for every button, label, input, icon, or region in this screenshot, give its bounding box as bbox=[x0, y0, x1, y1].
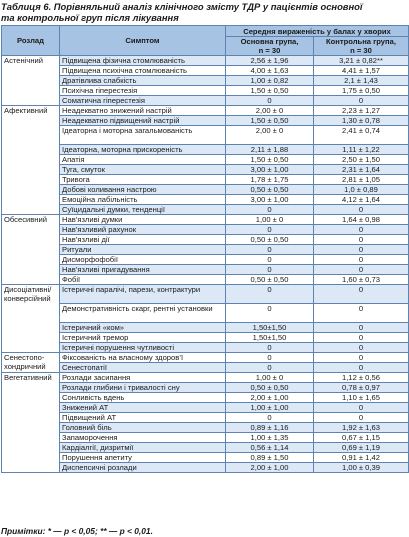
symptom-cell: Розлади глибини і тривалості сну bbox=[60, 383, 226, 393]
control-group-value: 1,30 ± 0,78 bbox=[314, 116, 409, 126]
symptom-cell: Нав’язливі пригадування bbox=[60, 265, 226, 275]
symptom-cell: Апатія bbox=[60, 155, 226, 165]
control-group-value: 1,64 ± 0,98 bbox=[314, 215, 409, 225]
main-group-value: 2,00 ± 1,00 bbox=[226, 393, 314, 403]
table-row bbox=[2, 56, 409, 66]
symptom-cell: Підвищений АТ bbox=[60, 413, 226, 423]
table-row bbox=[2, 353, 409, 363]
symptom-cell: Тривога bbox=[60, 175, 226, 185]
main-group-value: 2,00 ± 0 bbox=[226, 106, 314, 116]
main-group-value: 1,50 ± 0,50 bbox=[226, 86, 314, 96]
symptom-cell: Запаморочення bbox=[60, 433, 226, 443]
control-group-value: 1,00 ± 0,39 bbox=[314, 463, 409, 473]
table-row bbox=[2, 215, 409, 225]
control-group-value: 0 bbox=[314, 255, 409, 265]
category-cell: Обсесивний bbox=[2, 215, 60, 285]
symptom-cell: Демонстративність скарг, рентні установки bbox=[60, 304, 226, 323]
main-group-value: 1,00 ± 0,82 bbox=[226, 76, 314, 86]
control-group-value: 1,75 ± 0,50 bbox=[314, 86, 409, 96]
control-group-value: 0 bbox=[314, 323, 409, 333]
table-row bbox=[2, 116, 409, 126]
control-group-value: 2,50 ± 1,50 bbox=[314, 155, 409, 165]
control-group-value: 0 bbox=[314, 96, 409, 106]
main-group-value: 2,00 ± 1,00 bbox=[226, 463, 314, 473]
table-row bbox=[2, 165, 409, 175]
symptom-cell: Дратівлива слабкість bbox=[60, 76, 226, 86]
category-cell: Афективний bbox=[2, 106, 60, 215]
control-group-value: 3,21 ± 0,82** bbox=[314, 56, 409, 66]
table-row bbox=[2, 185, 409, 195]
symptom-cell: Знижений АТ bbox=[60, 403, 226, 413]
table-container bbox=[1, 25, 408, 473]
symptom-cell: Ідеаторна, моторна прискореність bbox=[60, 145, 226, 155]
main-group-value: 0 bbox=[226, 225, 314, 235]
table-row bbox=[2, 323, 409, 333]
control-group-value: 0 bbox=[314, 413, 409, 423]
symptom-cell: Істеричні порушення чутливості bbox=[60, 343, 226, 353]
table-row bbox=[2, 304, 409, 323]
main-group-value: 1,50±1,50 bbox=[226, 323, 314, 333]
control-group-value: 0,69 ± 1,19 bbox=[314, 443, 409, 453]
symptom-cell: Неадекватно підвищений настрій bbox=[60, 116, 226, 126]
main-group-value: 0 bbox=[226, 96, 314, 106]
symptom-cell: Ритуали bbox=[60, 245, 226, 255]
table-row bbox=[2, 225, 409, 235]
caption-line-1: Таблиця 6. Порівняльний аналіз клінічного змісту ТДР у пацієнтів основної bbox=[1, 1, 363, 12]
control-group-value: 2,41 ± 0,74 bbox=[314, 126, 409, 145]
table-row bbox=[2, 333, 409, 343]
symptom-cell: Істеричний «ком» bbox=[60, 323, 226, 333]
control-group-value: 0 bbox=[314, 304, 409, 323]
main-group-value: 2,56 ± 1,96 bbox=[226, 56, 314, 66]
control-group-value: 0,78 ± 0,97 bbox=[314, 383, 409, 393]
symptom-cell: Сенестопатії bbox=[60, 363, 226, 373]
control-group-value: 1,92 ± 1,63 bbox=[314, 423, 409, 433]
main-group-value: 0 bbox=[226, 255, 314, 265]
main-group-value: 3,00 ± 1,00 bbox=[226, 165, 314, 175]
main-group-value: 1,00 ± 1,00 bbox=[226, 403, 314, 413]
symptom-cell: Фіксованість на власному здоров’ї bbox=[60, 353, 226, 363]
table-row bbox=[2, 155, 409, 165]
table-row bbox=[2, 373, 409, 383]
control-group-value: 0 bbox=[314, 353, 409, 363]
control-group-value: 0 bbox=[314, 333, 409, 343]
control-group-value: 0 bbox=[314, 205, 409, 215]
category-cell: Дисоціативні/ конверсійний bbox=[2, 285, 60, 353]
symptom-cell: Дисморфофобії bbox=[60, 255, 226, 265]
main-group-value: 0 bbox=[226, 205, 314, 215]
symptom-cell: Головний біль bbox=[60, 423, 226, 433]
symptom-cell: Нав’язливі дії bbox=[60, 235, 226, 245]
main-group-value: 1,00 ± 1,35 bbox=[226, 433, 314, 443]
table-row bbox=[2, 66, 409, 76]
main-group-value: 0,50 ± 0,50 bbox=[226, 185, 314, 195]
control-group-value: 2,81 ± 1,05 bbox=[314, 175, 409, 185]
control-group-value: 0 bbox=[314, 265, 409, 275]
symptom-cell: Розлади засипання bbox=[60, 373, 226, 383]
symptom-cell: Сонливість вдень bbox=[60, 393, 226, 403]
control-group-value: 0,91 ± 1,42 bbox=[314, 453, 409, 463]
symptom-cell: Істеричні паралічі, парези, контрактури bbox=[60, 285, 226, 304]
symptom-cell: Диспепсичні розлади bbox=[60, 463, 226, 473]
table-row bbox=[2, 463, 409, 473]
control-group-value: 0,67 ± 1,15 bbox=[314, 433, 409, 443]
table-row bbox=[2, 285, 409, 304]
table-row bbox=[2, 413, 409, 423]
control-group-value: 0 bbox=[314, 245, 409, 255]
control-group-value: 0 bbox=[314, 235, 409, 245]
main-group-value: 0,50 ± 0,50 bbox=[226, 235, 314, 245]
main-group-value: 0 bbox=[226, 413, 314, 423]
main-group-value: 2,11 ± 1,88 bbox=[226, 145, 314, 155]
table-row bbox=[2, 393, 409, 403]
table-row bbox=[2, 175, 409, 185]
symptom-cell: Підвищена психічна стомлюваність bbox=[60, 66, 226, 76]
control-group-value: 1,11 ± 1,22 bbox=[314, 145, 409, 155]
symptom-cell: Емоційна лабільність bbox=[60, 195, 226, 205]
table-caption bbox=[1, 1, 406, 23]
main-group-value: 1,00 ± 0 bbox=[226, 373, 314, 383]
main-group-value: 0,56 ± 1,14 bbox=[226, 443, 314, 453]
control-group-value: 1,12 ± 0,56 bbox=[314, 373, 409, 383]
header-group: Середня вираженість у балах у хворих bbox=[226, 26, 409, 37]
table-row bbox=[2, 363, 409, 373]
main-group-value: 0 bbox=[226, 265, 314, 275]
symptom-cell: Туга, смуток bbox=[60, 165, 226, 175]
table-row bbox=[2, 205, 409, 215]
main-group-value: 4,00 ± 1,63 bbox=[226, 66, 314, 76]
header-category: Розлад bbox=[2, 26, 60, 56]
main-group-value: 0 bbox=[226, 285, 314, 304]
main-group-value: 0 bbox=[226, 304, 314, 323]
control-group-value: 0 bbox=[314, 343, 409, 353]
category-cell: Сенестопо-хондричний bbox=[2, 353, 60, 373]
table-row bbox=[2, 403, 409, 413]
table-row bbox=[2, 343, 409, 353]
category-cell: Астенічний bbox=[2, 56, 60, 106]
header-control-group: Контрольна група, n = 30 bbox=[314, 37, 409, 56]
caption-line-2: та контрольної груп після лікування bbox=[1, 12, 179, 23]
control-group-value: 1,60 ± 0,73 bbox=[314, 275, 409, 285]
main-group-value: 0 bbox=[226, 245, 314, 255]
control-group-value: 4,12 ± 1,64 bbox=[314, 195, 409, 205]
table-row bbox=[2, 106, 409, 116]
main-group-value: 0,89 ± 1,50 bbox=[226, 453, 314, 463]
control-group-value: 0 bbox=[314, 403, 409, 413]
main-group-value: 2,00 ± 0 bbox=[226, 126, 314, 145]
main-group-value: 0 bbox=[226, 343, 314, 353]
control-group-value: 2,1 ± 1,43 bbox=[314, 76, 409, 86]
table-row bbox=[2, 265, 409, 275]
symptom-cell: Соматична гіперестезія bbox=[60, 96, 226, 106]
symptom-cell: Підвищена фізична стомлюваність bbox=[60, 56, 226, 66]
main-group-value: 0,89 ± 1,16 bbox=[226, 423, 314, 433]
table-body bbox=[2, 56, 409, 473]
category-cell: Вегетативний bbox=[2, 373, 60, 473]
table-row bbox=[2, 145, 409, 155]
table-row bbox=[2, 443, 409, 453]
table-row bbox=[2, 235, 409, 245]
main-group-value: 0,50 ± 0,50 bbox=[226, 383, 314, 393]
symptom-cell: Нав’язливі думки bbox=[60, 215, 226, 225]
main-group-value: 1,50±1,50 bbox=[226, 333, 314, 343]
header-main-group: Основна група, n = 30 bbox=[226, 37, 314, 56]
control-group-value: 1,0 ± 0,89 bbox=[314, 185, 409, 195]
symptom-cell: Суїцидальні думки, тенденції bbox=[60, 205, 226, 215]
table-footnote: Примітки: * — р < 0,05; ** — р < 0,01. bbox=[1, 526, 153, 536]
symptom-cell: Порушення апетиту bbox=[60, 453, 226, 463]
main-group-value: 1,50 ± 0,50 bbox=[226, 155, 314, 165]
symptom-cell: Нав’язливий рахунок bbox=[60, 225, 226, 235]
header-symptom: Симптом bbox=[60, 26, 226, 56]
symptom-cell: Психічна гіперестезія bbox=[60, 86, 226, 96]
control-group-value: 4,41 ± 1,57 bbox=[314, 66, 409, 76]
control-group-value: 0 bbox=[314, 363, 409, 373]
main-group-value: 1,78 ± 1,75 bbox=[226, 175, 314, 185]
symptom-cell: Неадекватно знижений настрій bbox=[60, 106, 226, 116]
control-group-value: 2,31 ± 1,64 bbox=[314, 165, 409, 175]
table-row bbox=[2, 433, 409, 443]
main-group-value: 1,00 ± 0 bbox=[226, 215, 314, 225]
table-row bbox=[2, 453, 409, 463]
symptom-cell: Кардіалгії, дизритмії bbox=[60, 443, 226, 453]
table-row bbox=[2, 383, 409, 393]
control-group-value: 0 bbox=[314, 225, 409, 235]
control-group-value: 1,10 ± 1,65 bbox=[314, 393, 409, 403]
table-row bbox=[2, 195, 409, 205]
table-row bbox=[2, 86, 409, 96]
control-group-value: 2,23 ± 1,27 bbox=[314, 106, 409, 116]
main-group-value: 0 bbox=[226, 353, 314, 363]
control-group-value: 0 bbox=[314, 285, 409, 304]
table-row bbox=[2, 245, 409, 255]
table-row bbox=[2, 76, 409, 86]
main-group-value: 3,00 ± 1,00 bbox=[226, 195, 314, 205]
main-group-value: 0 bbox=[226, 363, 314, 373]
results-table bbox=[1, 25, 409, 473]
symptom-cell: Істеричний тремор bbox=[60, 333, 226, 343]
symptom-cell: Фобії bbox=[60, 275, 226, 285]
table-row bbox=[2, 423, 409, 433]
symptom-cell: Добові коливання настрою bbox=[60, 185, 226, 195]
table-row bbox=[2, 126, 409, 145]
main-group-value: 1,50 ± 0,50 bbox=[226, 116, 314, 126]
table-row bbox=[2, 255, 409, 265]
symptom-cell: Ідеаторна і моторна загальмованість bbox=[60, 126, 226, 145]
main-group-value: 0,50 ± 0,50 bbox=[226, 275, 314, 285]
table-row bbox=[2, 275, 409, 285]
table-row bbox=[2, 96, 409, 106]
